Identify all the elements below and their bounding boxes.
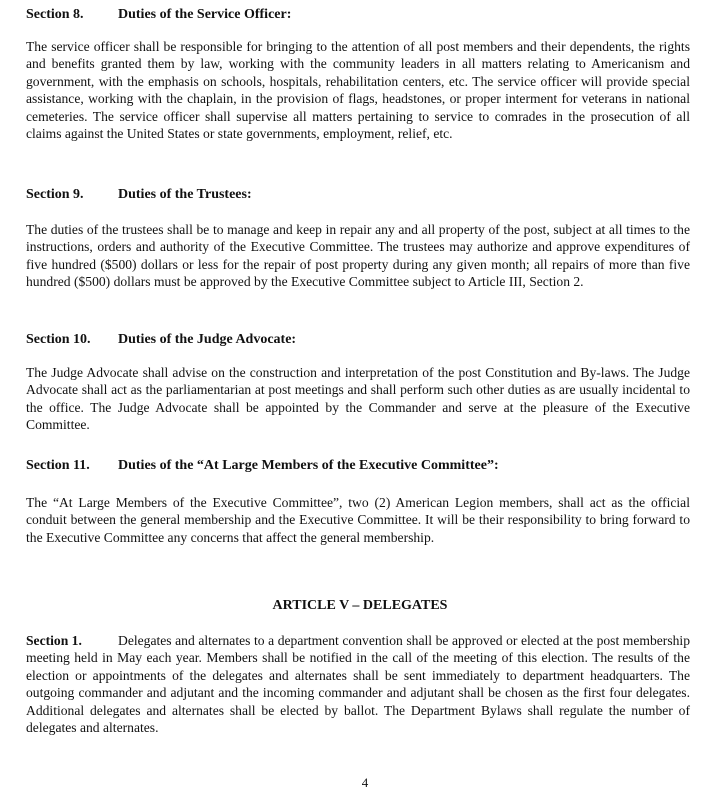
section-10-number: Section 10. xyxy=(26,332,91,347)
section-11-number: Section 11. xyxy=(26,458,90,473)
section-11-body: The “At Large Members of the Executive Committee”, two (2) American Legion members, shall act as the official conduit between the general membership and the Executive Committee. It will be their responsibility to bring forward to the Executive Committee any concerns that affect the general membership. xyxy=(26,495,690,545)
section-9-title: Duties of the Trustees: xyxy=(118,187,252,202)
article-heading: ARTICLE V – DELEGATES xyxy=(272,598,448,613)
section-8-number: Section 8. xyxy=(26,7,84,22)
section-10-body: The Judge Advocate shall advise on the construction and interpretation of the post Constitution and By-laws. The Judge Advocate shall act as the parliamentarian at post meetings and shall perform such other duties as are usually incidental to the office. The Judge Advocate shall be appointed by the Commander and serve at the pleasure of the Executive Committee. xyxy=(26,365,690,433)
section-10-title: Duties of the Judge Advocate: xyxy=(118,332,297,347)
section-9-body: The duties of the trustees shall be to manage and keep in repair any and all property of the post, subject at all times to the instructions, orders and authority of the Executive Committee. The trustees may authorize and approve expenditures of five hundred ($500) dollars or less for the repair of post property during any given month; all repairs of more than five hundred ($500) dollars must be approved by the Executive Committee subject to Article III, Section 2. xyxy=(26,222,690,290)
section-11-heading xyxy=(26,457,690,475)
article-section-1-body: Delegates and alternates to a department convention shall be approved or elected at the post membership meeting held in May each year. Members shall be notified in the call of the meeting of this election. The results of the election or appointments of the delegates and alternates shall be sent immediately to department headquarters. The outgoing commander and adjutant and the incoming commander and adjutant shall be chosen as the first four delegates. Additional delegates and alternates shall be elected by ballot. The Department Bylaws shall regulate the number of delegates and alternates. xyxy=(26,633,690,736)
section-9-heading xyxy=(26,186,690,204)
page-number: 4 xyxy=(361,775,369,790)
section-10-heading xyxy=(26,331,690,349)
section-8-title: Duties of the Service Officer: xyxy=(118,7,292,22)
section-11-title: Duties of the “At Large Members of the Executive Committee”: xyxy=(118,458,499,473)
section-9-number: Section 9. xyxy=(26,187,84,202)
article-section-1 xyxy=(26,632,690,736)
article-section-1-number: Section 1. xyxy=(26,633,82,648)
section-8-heading xyxy=(26,6,690,24)
section-8-body: The service officer shall be responsible for bringing to the attention of all post members and their dependents, the rights and benefits granted them by law, working with the community leaders in all matters relating to Americanism and government, with the emphasis on schools, hospitals, rehabilitation centers, etc. The service officer will provide special assistance, working with the chaplain, in the provision of flags, headstones, or proper interment for veterans in national cemeteries. The service officer shall supervise all matters pertaining to service to comrades in the prosecution of all claims against the United States or state governments, employment, relief, etc. xyxy=(26,39,690,142)
